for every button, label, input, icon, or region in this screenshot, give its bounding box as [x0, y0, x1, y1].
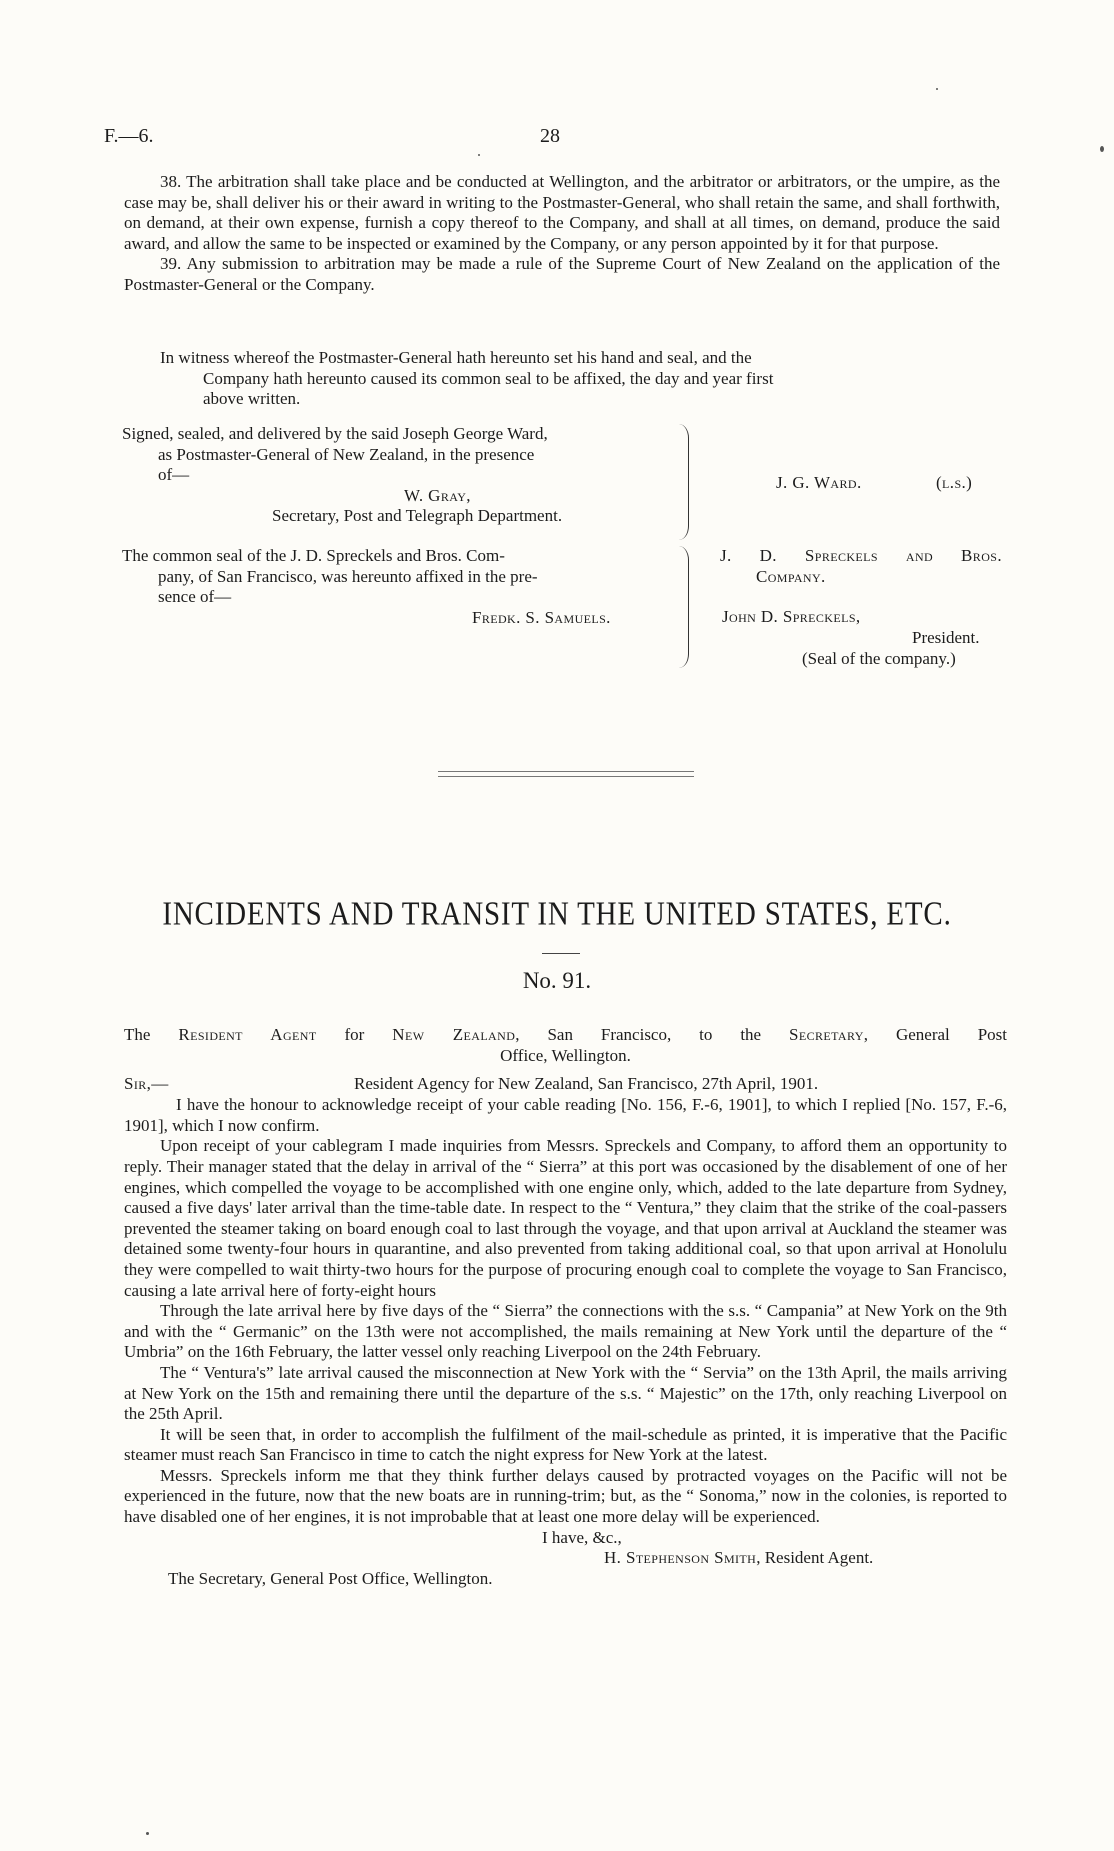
divider-rule-bottom: [438, 776, 694, 777]
letter-salutation-row: [124, 1074, 1007, 1095]
attestation-ward-line-3: of—: [158, 465, 190, 485]
signatory-spreckels-name: John D. Spreckels,: [722, 607, 861, 626]
page-number: 28: [540, 125, 560, 147]
letter-paragraph: I have the honour to acknowledge receipt of your cable reading [No. 156, F.-6, 1901], to which I replied [No. 157, F.-6, 1901], which I now confirm.: [124, 1095, 1007, 1135]
seal-ls: (l.s.): [936, 473, 973, 492]
witness-gray-title: Secretary, Post and Telegraph Department.: [272, 506, 563, 525]
document-code: F.—6.: [104, 125, 154, 147]
scan-speck: [1100, 146, 1104, 152]
company-name-line-1: J. D. Spreckels and Bros.: [720, 546, 1002, 565]
address-date: Resident Agency for New Zealand, San Francisco, 27th April, 1901.: [354, 1074, 819, 1094]
signatory-ward: J. G. Ward.: [776, 473, 862, 492]
heading-new-zealand: New Zealand: [392, 1025, 516, 1044]
section-title: INCIDENTS AND TRANSIT IN THE UNITED STATES, ETC.: [162, 895, 952, 933]
clause-38: 38. The arbitration shall take place and be conducted at Wellington, and the arbitrator or arbitrators, or the umpire, as the case may be, shall deliver his or their award in writing to the Postmaster-General, who shall retain the same, and shall forthwith, on demand, at their own expense, furnish a copy thereof to the Company, and shall at all times, on demand, produce the said award, and allow the same to be inspected or examined by the Company, or any person appointed by it for that purpose.: [124, 172, 1000, 253]
brace-ward: [678, 424, 689, 540]
signatory-spreckels-title: President.: [912, 628, 980, 647]
witness-clause: [160, 348, 1000, 410]
attestation-spreckels-line-2: pany, of San Francisco, was hereunto affixed in the pre-: [158, 566, 538, 586]
letter-heading-line-1: The Resident Agent for New Zealand, San Francisco, to the Secretary, General Post: [124, 1025, 1008, 1044]
clause-39: 39. Any submission to arbitration may be made a rule of the Supreme Court of New Zealand on the application of the Postmaster-General or the Company.: [124, 254, 1000, 294]
letter-signature: [124, 1548, 1007, 1569]
letter-paragraph: The “ Ventura's” late arrival caused the misconnection at New York with the “ Servia” on the 13th April, the mails arriving at New York on the 15th and remaining there until the departure of the s.s. “ Majestic” on the 17th, only reaching Liverpool on the 25th April.: [124, 1362, 1007, 1424]
witness-gray-name: W. Gray,: [404, 486, 471, 505]
letter-paragraph: Messrs. Spreckels inform me that they think further delays caused by protracted voyages on the Pacific will not be experienced in the future, now that the new boats are in running-trim; but, as the “ Sonoma,” now in the colonies, is reported to have disabled one of her engines, it is not improbable that at least one more delay will be experienced.: [124, 1465, 1007, 1527]
witness-line-1: In witness whereof the Postmaster-General hath hereunto set his hand and seal, and the: [160, 348, 752, 367]
clauses-section: [124, 172, 1000, 296]
letter-heading-line-2: Office, Wellington.: [500, 1045, 631, 1065]
signature-name: H. Stephenson Smith: [604, 1548, 757, 1568]
attestation-ward-line-2: as Postmaster-General of New Zealand, in the presence: [158, 444, 535, 464]
attestation-spreckels-line-3: sence of—: [158, 587, 232, 607]
letter-paragraph: Upon receipt of your cablegram I made inquiries from Messrs. Spreckels and Company, to afford them an opportunity to reply. Their manager stated that the delay in arrival of the “ Sierra” at this port was occasioned by the disablement of one of her engines, which compelled the voyage to be accomplished with one engine only, which, added to the late departure from Sydney, caused a five days' later arrival than the time-table date. In respect to the “ Ventura,” they claim that the strike of the coal-passers prevented the steamer taking on board enough coal to last through the voyage, and that upon arrival at Auckland the steamer was detained some twenty-four hours in quarantine, and also prevented from taking additional coal, so that upon arrival at Honolulu they were compelled to wait thirty-two hours for the purpose of procuring enough coal to complete the voyage to San Francisco, causing a late arrival here of forty-eight hours: [124, 1136, 1007, 1300]
signature-title: , Resident Agent.: [756, 1548, 874, 1568]
attestation-spreckels: [122, 546, 680, 627]
attestation-ward: [122, 424, 680, 525]
title-underline: [542, 953, 580, 954]
divider-rule-top: [438, 771, 694, 772]
attestation-ward-line-1: Signed, sealed, and delivered by the said Joseph George Ward,: [122, 424, 548, 443]
letter-closing: I have, &c.,: [542, 1527, 622, 1547]
letter-paragraph: It will be seen that, in order to accomplish the fulfilment of the mail-schedule as printed, it is imperative that the Pacific steamer must reach San Francisco in time to catch the night express for New York at the latest.: [124, 1424, 1007, 1465]
heading-resident-agent: Resident Agent: [178, 1025, 317, 1044]
scan-speck: [146, 1832, 149, 1835]
letter-paragraph: Through the late arrival here by five days of the “ Sierra” the connections with the s.s. “ Campania” at New York on the 9th and with the “ Germanic” on the 13th were not accomplished, the mails remaining at New York until the departure of the “ Umbria” on the 16th February, the latter vessel only reaching Liverpool on the 24th February.: [124, 1301, 1007, 1362]
letter: [124, 1025, 1007, 1589]
scan-speck: [936, 88, 938, 90]
attestation-spreckels-line-1: The common seal of the J. D. Spreckels and Bros. Com-: [122, 546, 505, 565]
witness-line-3: above written.: [203, 389, 301, 409]
document-number: No. 91.: [522, 968, 592, 993]
letter-addressee: The Secretary, General Post Office, Wellington.: [168, 1568, 493, 1588]
heading-secretary: Secretary: [789, 1025, 864, 1044]
scan-speck: [478, 154, 480, 156]
witness-line-2: Company hath hereunto caused its common seal to be affixed, the day and year first: [203, 368, 774, 388]
seal-note: (Seal of the company.): [802, 649, 956, 668]
company-name-line-2: Company.: [756, 567, 826, 586]
salutation: Sir,—: [124, 1074, 169, 1094]
brace-spreckels: [678, 546, 689, 668]
witness-samuels-name: Fredk. S. Samuels.: [472, 608, 611, 627]
